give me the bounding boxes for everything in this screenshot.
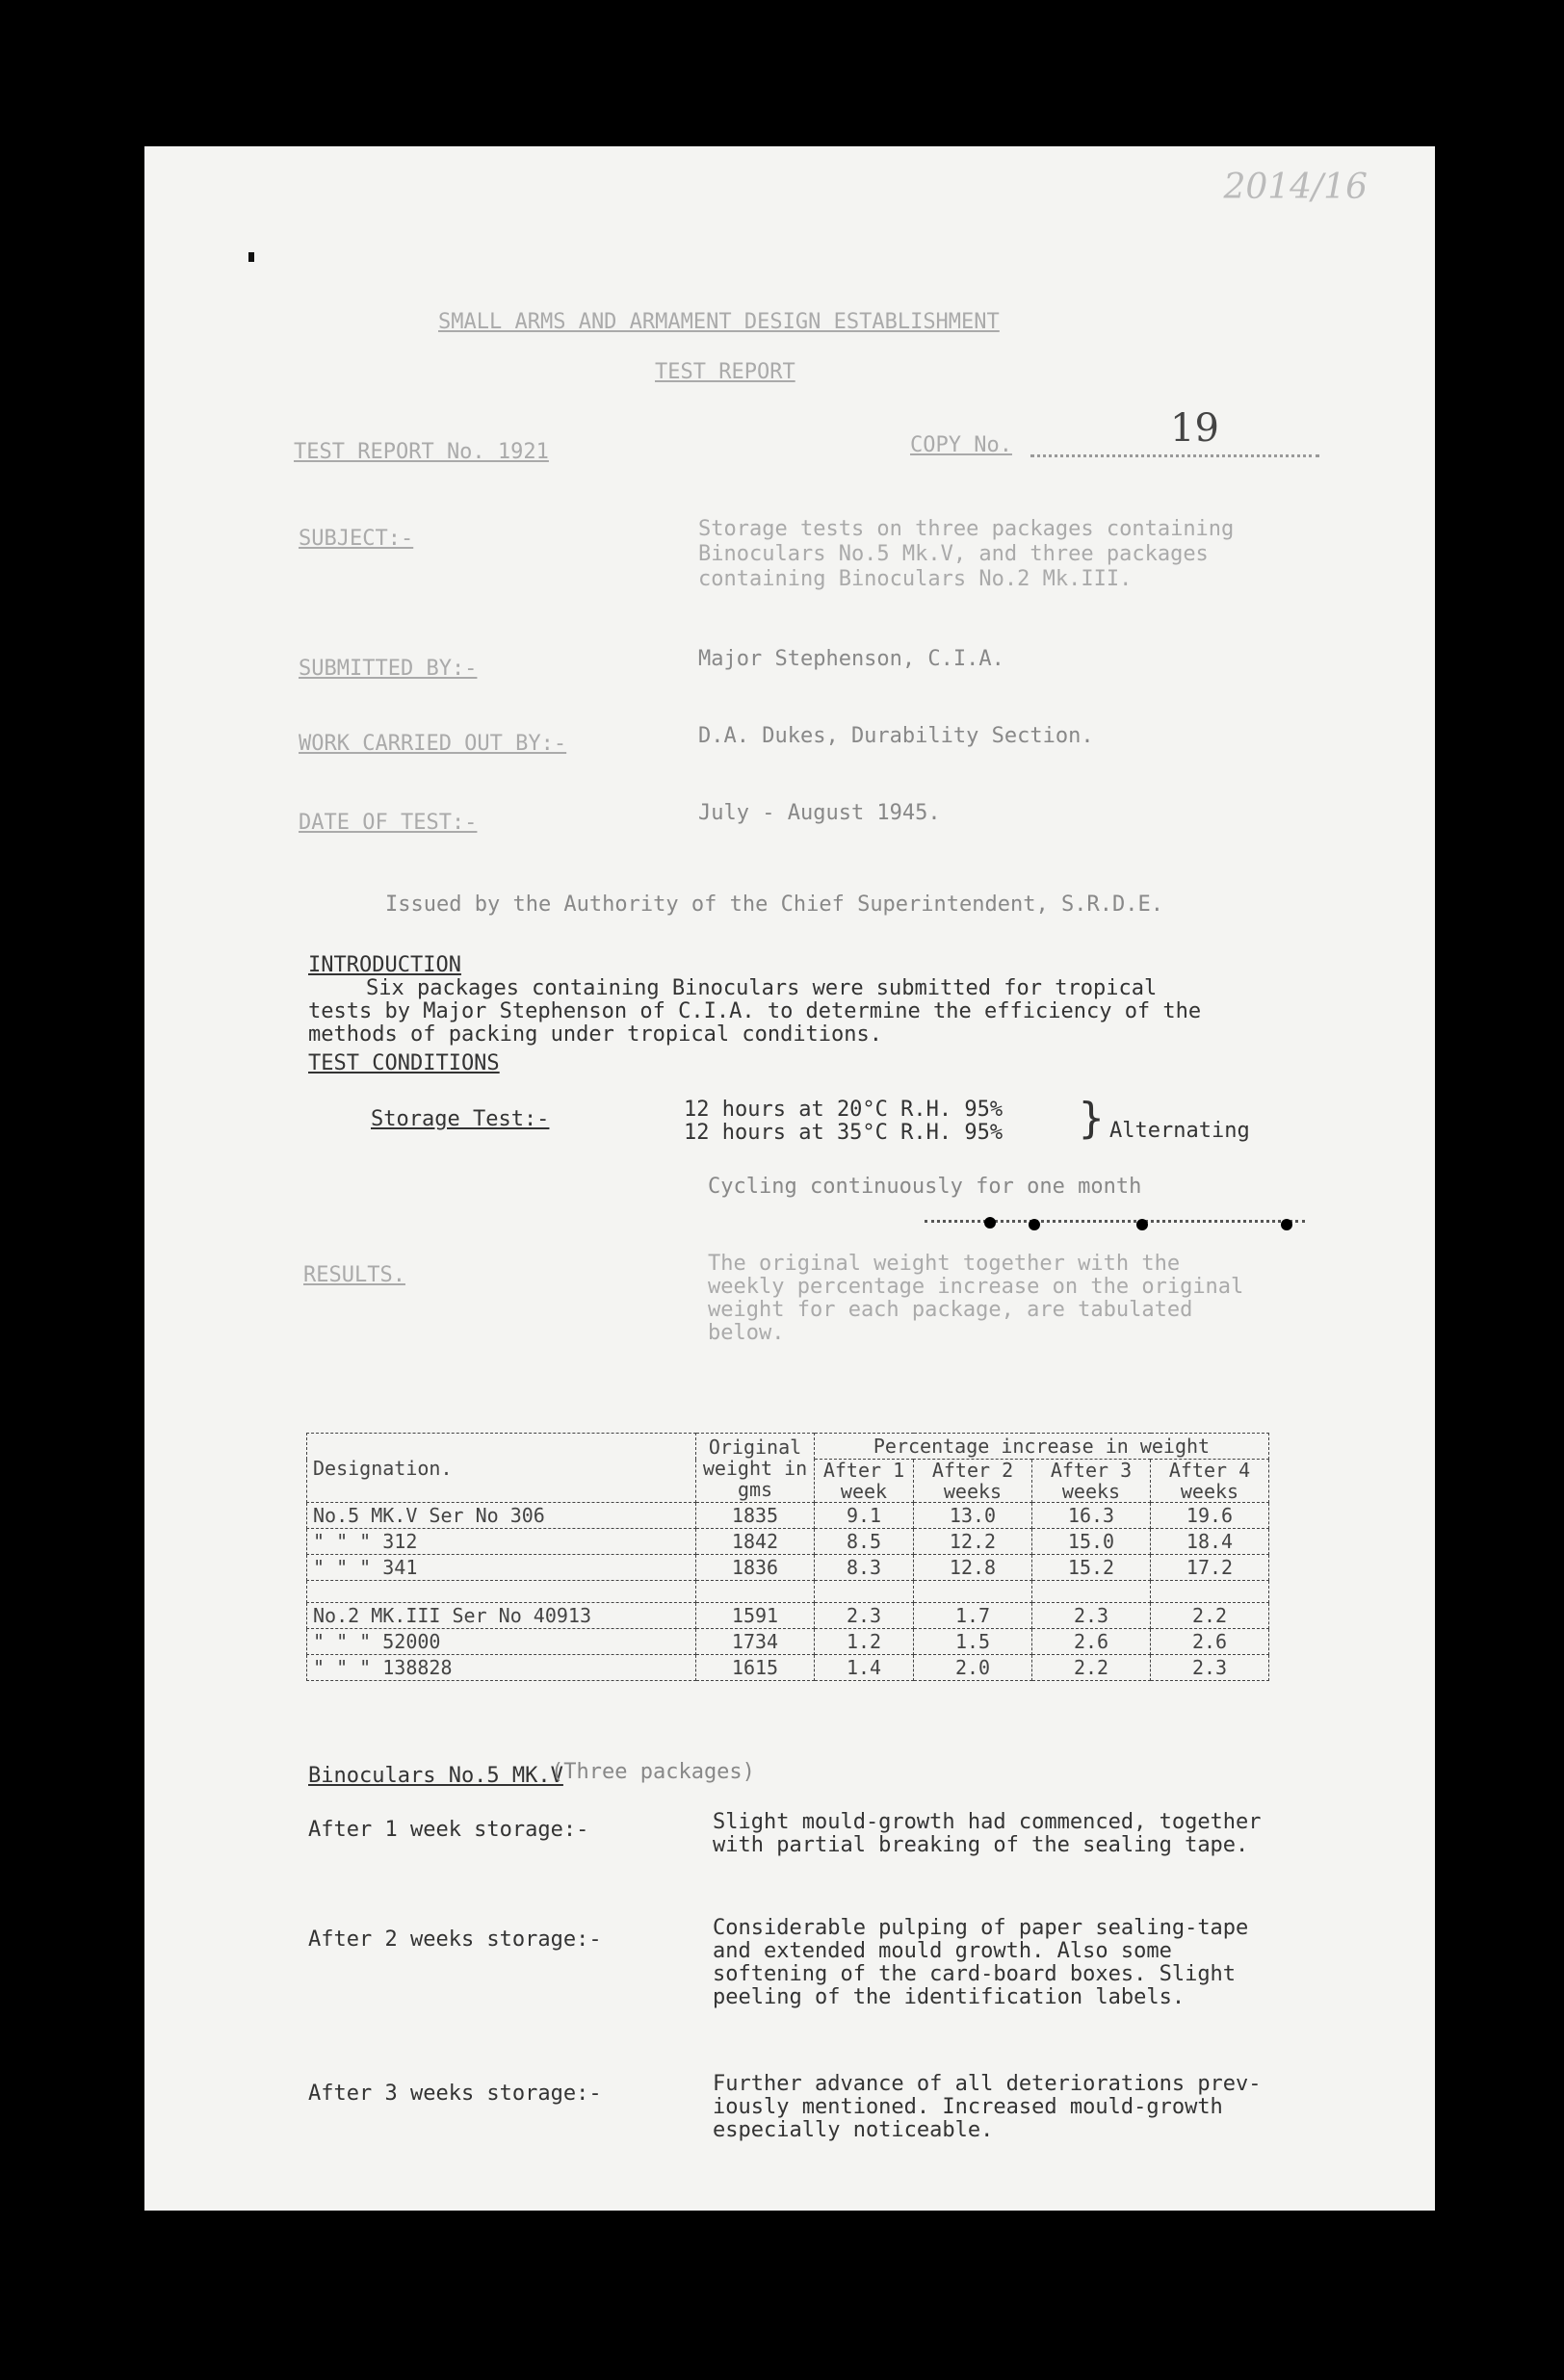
week-2-line: peeling of the identification labels. [713, 1985, 1186, 2009]
weight-cell: 1734 [696, 1629, 815, 1655]
table-header-row [307, 1434, 1269, 1460]
weight-cell: 1615 [696, 1655, 815, 1681]
subject-line: Storage tests on three packages containing [698, 517, 1235, 541]
week-1-cell: 8.5 [815, 1529, 914, 1555]
table-row [307, 1655, 1269, 1681]
after-2-weeks-header: After 2 weeks [914, 1460, 1032, 1503]
introduction-line: methods of packing under tropical conditions. [308, 1022, 883, 1047]
week-3-label: After 3 weeks storage:- [308, 2082, 602, 2106]
percentage-increase-header: Percentage increase in weight [815, 1434, 1269, 1460]
week-3-cell: 2.3 [1032, 1603, 1151, 1629]
submitted-by-label: SUBMITTED BY:- [299, 657, 478, 681]
week-1-cell: 1.2 [815, 1629, 914, 1655]
results-line: weekly percentage increase on the original [708, 1275, 1244, 1299]
introduction-heading: INTRODUCTION [308, 953, 461, 977]
week-3-cell: 2.2 [1032, 1655, 1151, 1681]
cycling-dotted-line [925, 1220, 1305, 1223]
designation-cell: " " " 341 [307, 1555, 696, 1581]
week-2-cell: 12.8 [914, 1555, 1032, 1581]
week-3-cell: 2.6 [1032, 1629, 1151, 1655]
results-line: below. [708, 1321, 785, 1345]
binoculars-heading-note: (Three packages) [551, 1760, 755, 1784]
week-2-cell: 2.0 [914, 1655, 1032, 1681]
week-2-cell: 12.2 [914, 1529, 1032, 1555]
designation-header: Designation. [307, 1434, 696, 1503]
week-2-line: softening of the card-board boxes. Slight [713, 1962, 1237, 1986]
subject-line: containing Binoculars No.2 Mk.III. [698, 567, 1133, 591]
week-3-cell: 15.2 [1032, 1555, 1151, 1581]
dot-mark [1029, 1219, 1040, 1230]
week-3-line: iously mentioned. Increased mould-growth [713, 2095, 1223, 2119]
report-type-title: TEST REPORT [655, 360, 795, 384]
week-4-cell: 2.3 [1151, 1655, 1269, 1681]
table-row [307, 1629, 1269, 1655]
dot-mark [1281, 1219, 1292, 1230]
week-2-line: Considerable pulping of paper sealing-tape [713, 1916, 1249, 1940]
week-4-cell: 17.2 [1151, 1555, 1269, 1581]
week-1-line: with partial breaking of the sealing tape. [713, 1833, 1249, 1857]
introduction-line: Six packages containing Binoculars were submitted for tropical [366, 976, 1158, 1000]
establishment-title: SMALL ARMS AND ARMAMENT DESIGN ESTABLISHMENT [438, 310, 1000, 334]
binoculars-heading: Binoculars No.5 MK.V [308, 1764, 563, 1788]
condition-line: 12 hours at 35°C R.H. 95% [684, 1121, 1004, 1145]
submitted-by-value: Major Stephenson, C.I.A. [698, 647, 1004, 671]
week-4-cell: 19.6 [1151, 1503, 1269, 1529]
week-2-cell: 13.0 [914, 1503, 1032, 1529]
authority-line: Issued by the Authority of the Chief Superintendent, S.R.D.E. [385, 892, 1163, 917]
week-3-line: especially noticeable. [713, 2118, 994, 2142]
week-4-cell: 18.4 [1151, 1529, 1269, 1555]
subject-line: Binoculars No.5 Mk.V, and three packages [698, 542, 1209, 566]
work-carried-out-value: D.A. Dukes, Durability Section. [698, 724, 1094, 748]
weight-cell: 1591 [696, 1603, 815, 1629]
subject-label: SUBJECT:- [299, 527, 414, 551]
week-3-cell: 15.0 [1032, 1529, 1151, 1555]
designation-cell: No.5 MK.V Ser No 306 [307, 1503, 696, 1529]
weight-cell: 1835 [696, 1503, 815, 1529]
condition-line: 12 hours at 20°C R.H. 95% [684, 1098, 1004, 1122]
week-2-cell: 1.7 [914, 1603, 1032, 1629]
table-row [307, 1603, 1269, 1629]
original-weight-header: Original weight in gms [696, 1434, 815, 1503]
week-1-cell: 9.1 [815, 1503, 914, 1529]
table-row [307, 1555, 1269, 1581]
introduction-line: tests by Major Stephenson of C.I.A. to determine the efficiency of the [308, 999, 1202, 1023]
copy-label: COPY No. [910, 433, 1012, 457]
designation-cell: " " " 138828 [307, 1655, 696, 1681]
week-1-line: Slight mould-growth had commenced, together [713, 1810, 1262, 1834]
week-1-cell: 2.3 [815, 1603, 914, 1629]
date-of-test-value: July - August 1945. [698, 801, 941, 825]
designation-cell: No.2 MK.III Ser No 40913 [307, 1603, 696, 1629]
designation-cell: " " " 312 [307, 1529, 696, 1555]
results-heading: RESULTS. [303, 1263, 405, 1287]
test-report-number: TEST REPORT No. 1921 [294, 440, 549, 464]
condition-bracket: } [1079, 1094, 1105, 1143]
cycling-line: Cycling continuously for one month [708, 1175, 1142, 1199]
results-table [306, 1433, 1269, 1681]
results-line: The original weight together with the [708, 1252, 1181, 1276]
week-2-line: and extended mould growth. Also some [713, 1939, 1172, 1963]
after-3-weeks-header: After 3 weeks [1032, 1460, 1151, 1503]
week-3-line: Further advance of all deteriorations prev- [713, 2072, 1262, 2096]
week-1-cell: 1.4 [815, 1655, 914, 1681]
table-spacer-row [307, 1581, 1269, 1603]
work-carried-out-label: WORK CARRIED OUT BY:- [299, 732, 567, 756]
week-4-cell: 2.2 [1151, 1603, 1269, 1629]
copy-number-line [1030, 454, 1319, 457]
designation-cell: " " " 52000 [307, 1629, 696, 1655]
document-page [144, 146, 1435, 2211]
table-row [307, 1529, 1269, 1555]
date-of-test-label: DATE OF TEST:- [299, 811, 478, 835]
week-2-cell: 1.5 [914, 1629, 1032, 1655]
results-line: weight for each package, are tabulated [708, 1298, 1193, 1322]
test-conditions-heading: TEST CONDITIONS [308, 1051, 500, 1075]
scan-speck [248, 252, 254, 262]
after-4-weeks-header: After 4 weeks [1151, 1460, 1269, 1503]
weight-cell: 1836 [696, 1555, 815, 1581]
table-row [307, 1503, 1269, 1529]
after-1-week-header: After 1 week [815, 1460, 914, 1503]
dot-mark [1136, 1219, 1148, 1230]
weight-cell: 1842 [696, 1529, 815, 1555]
alternating-label: Alternating [1109, 1119, 1250, 1143]
week-4-cell: 2.6 [1151, 1629, 1269, 1655]
week-2-label: After 2 weeks storage:- [308, 1927, 602, 1952]
week-3-cell: 16.3 [1032, 1503, 1151, 1529]
scan-speck [735, 2288, 743, 2295]
reference-mark: 2014/16 [1223, 168, 1368, 207]
dot-mark [984, 1217, 996, 1229]
storage-test-label: Storage Test:- [371, 1107, 550, 1131]
copy-number: 19 [1170, 406, 1219, 451]
week-1-cell: 8.3 [815, 1555, 914, 1581]
week-1-label: After 1 week storage:- [308, 1818, 589, 1842]
